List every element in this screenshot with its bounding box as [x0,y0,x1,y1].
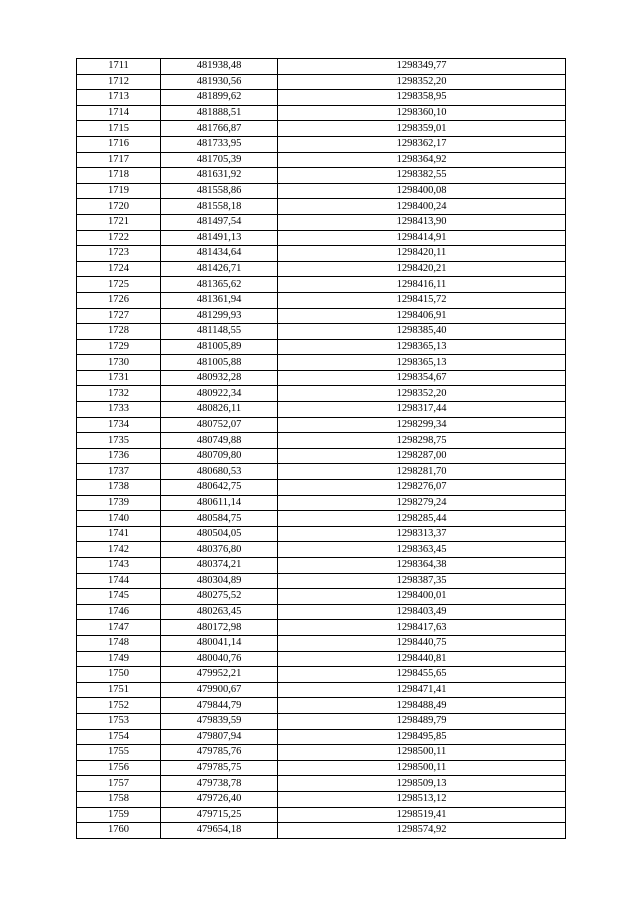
x-coordinate-cell: 479785,75 [161,760,278,776]
y-coordinate-cell: 1298299,34 [278,417,566,433]
table-row [77,261,566,277]
x-coordinate-cell: 479785,76 [161,745,278,761]
point-number-cell: 1727 [77,308,161,324]
x-coordinate-cell: 481005,89 [161,339,278,355]
x-coordinate-cell: 480584,75 [161,511,278,527]
point-number-cell: 1723 [77,246,161,262]
table-row [77,277,566,293]
y-coordinate-cell: 1298495,85 [278,729,566,745]
point-number-cell: 1717 [77,152,161,168]
table-row [77,370,566,386]
table-row [77,526,566,542]
point-number-cell: 1739 [77,495,161,511]
point-number-cell: 1744 [77,573,161,589]
x-coordinate-cell: 480040,76 [161,651,278,667]
y-coordinate-cell: 1298276,07 [278,480,566,496]
point-number-cell: 1712 [77,74,161,90]
table-row [77,168,566,184]
table-row [77,635,566,651]
x-coordinate-cell: 479900,67 [161,682,278,698]
x-coordinate-cell: 481631,92 [161,168,278,184]
point-number-cell: 1742 [77,542,161,558]
y-coordinate-cell: 1298400,01 [278,589,566,605]
y-coordinate-cell: 1298365,13 [278,339,566,355]
y-coordinate-cell: 1298513,12 [278,791,566,807]
point-number-cell: 1750 [77,667,161,683]
y-coordinate-cell: 1298415,72 [278,292,566,308]
y-coordinate-cell: 1298360,10 [278,105,566,121]
x-coordinate-cell: 481705,39 [161,152,278,168]
x-coordinate-cell: 481888,51 [161,105,278,121]
point-number-cell: 1753 [77,713,161,729]
table-row [77,713,566,729]
table-row [77,152,566,168]
x-coordinate-cell: 480374,21 [161,558,278,574]
y-coordinate-cell: 1298455,65 [278,667,566,683]
x-coordinate-cell: 481299,93 [161,308,278,324]
point-number-cell: 1740 [77,511,161,527]
x-coordinate-cell: 480680,53 [161,464,278,480]
x-coordinate-cell: 481558,18 [161,199,278,215]
table-row [77,604,566,620]
table-row [77,230,566,246]
y-coordinate-cell: 1298403,49 [278,604,566,620]
y-coordinate-cell: 1298440,81 [278,651,566,667]
point-number-cell: 1719 [77,183,161,199]
y-coordinate-cell: 1298387,35 [278,573,566,589]
point-number-cell: 1737 [77,464,161,480]
table-row [77,558,566,574]
y-coordinate-cell: 1298285,44 [278,511,566,527]
y-coordinate-cell: 1298365,13 [278,355,566,371]
x-coordinate-cell: 481365,62 [161,277,278,293]
x-coordinate-cell: 479952,21 [161,667,278,683]
x-coordinate-cell: 480642,75 [161,480,278,496]
y-coordinate-cell: 1298385,40 [278,324,566,340]
point-number-cell: 1711 [77,59,161,75]
table-row [77,90,566,106]
y-coordinate-cell: 1298519,41 [278,807,566,823]
y-coordinate-cell: 1298362,17 [278,136,566,152]
table-row [77,651,566,667]
table-row [77,59,566,75]
y-coordinate-cell: 1298349,77 [278,59,566,75]
y-coordinate-cell: 1298413,90 [278,214,566,230]
table-row [77,745,566,761]
point-number-cell: 1733 [77,402,161,418]
point-number-cell: 1736 [77,448,161,464]
point-number-cell: 1759 [77,807,161,823]
table-row [77,667,566,683]
point-number-cell: 1724 [77,261,161,277]
table-row [77,417,566,433]
x-coordinate-cell: 481930,56 [161,74,278,90]
table-row [77,823,566,839]
x-coordinate-cell: 481148,55 [161,324,278,340]
table-row [77,589,566,605]
x-coordinate-cell: 481426,71 [161,261,278,277]
point-number-cell: 1755 [77,745,161,761]
table-row [77,620,566,636]
y-coordinate-cell: 1298420,11 [278,246,566,262]
point-number-cell: 1732 [77,386,161,402]
x-coordinate-cell: 481497,54 [161,214,278,230]
x-coordinate-cell: 480752,07 [161,417,278,433]
point-number-cell: 1728 [77,324,161,340]
table-row [77,339,566,355]
y-coordinate-cell: 1298488,49 [278,698,566,714]
table-row [77,199,566,215]
table-row [77,183,566,199]
table-row [77,698,566,714]
table-row [77,495,566,511]
table-row [77,74,566,90]
table-row [77,136,566,152]
point-number-cell: 1721 [77,214,161,230]
y-coordinate-cell: 1298500,11 [278,760,566,776]
x-coordinate-cell: 480504,05 [161,526,278,542]
point-number-cell: 1743 [77,558,161,574]
point-number-cell: 1760 [77,823,161,839]
x-coordinate-cell: 481938,48 [161,59,278,75]
y-coordinate-cell: 1298364,92 [278,152,566,168]
y-coordinate-cell: 1298440,75 [278,635,566,651]
table-row [77,308,566,324]
point-number-cell: 1720 [77,199,161,215]
x-coordinate-cell: 480304,89 [161,573,278,589]
x-coordinate-cell: 481005,88 [161,355,278,371]
point-number-cell: 1754 [77,729,161,745]
point-number-cell: 1718 [77,168,161,184]
x-coordinate-cell: 480749,88 [161,433,278,449]
y-coordinate-cell: 1298416,11 [278,277,566,293]
y-coordinate-cell: 1298400,24 [278,199,566,215]
x-coordinate-cell: 481899,62 [161,90,278,106]
point-number-cell: 1713 [77,90,161,106]
y-coordinate-cell: 1298363,45 [278,542,566,558]
x-coordinate-cell: 480932,28 [161,370,278,386]
y-coordinate-cell: 1298352,20 [278,74,566,90]
point-number-cell: 1715 [77,121,161,137]
y-coordinate-cell: 1298354,67 [278,370,566,386]
table-row [77,324,566,340]
table-row [77,511,566,527]
table-row [77,760,566,776]
x-coordinate-cell: 479715,25 [161,807,278,823]
coordinates-table [76,58,566,839]
table-row [77,776,566,792]
table-row [77,480,566,496]
x-coordinate-cell: 481434,64 [161,246,278,262]
y-coordinate-cell: 1298400,08 [278,183,566,199]
x-coordinate-cell: 480826,11 [161,402,278,418]
point-number-cell: 1748 [77,635,161,651]
point-number-cell: 1731 [77,370,161,386]
point-number-cell: 1741 [77,526,161,542]
y-coordinate-cell: 1298352,20 [278,386,566,402]
y-coordinate-cell: 1298471,41 [278,682,566,698]
y-coordinate-cell: 1298281,70 [278,464,566,480]
table-row [77,214,566,230]
x-coordinate-cell: 481361,94 [161,292,278,308]
point-number-cell: 1730 [77,355,161,371]
x-coordinate-cell: 479844,79 [161,698,278,714]
y-coordinate-cell: 1298287,00 [278,448,566,464]
y-coordinate-cell: 1298500,11 [278,745,566,761]
table-row [77,807,566,823]
point-number-cell: 1746 [77,604,161,620]
x-coordinate-cell: 479807,94 [161,729,278,745]
point-number-cell: 1716 [77,136,161,152]
point-number-cell: 1725 [77,277,161,293]
point-number-cell: 1756 [77,760,161,776]
point-number-cell: 1758 [77,791,161,807]
point-number-cell: 1738 [77,480,161,496]
table-row [77,542,566,558]
x-coordinate-cell: 479654,18 [161,823,278,839]
point-number-cell: 1729 [77,339,161,355]
point-number-cell: 1734 [77,417,161,433]
point-number-cell: 1735 [77,433,161,449]
table-row [77,729,566,745]
y-coordinate-cell: 1298574,92 [278,823,566,839]
y-coordinate-cell: 1298358,95 [278,90,566,106]
y-coordinate-cell: 1298364,38 [278,558,566,574]
table-row [77,246,566,262]
y-coordinate-cell: 1298317,44 [278,402,566,418]
point-number-cell: 1747 [77,620,161,636]
y-coordinate-cell: 1298382,55 [278,168,566,184]
point-number-cell: 1749 [77,651,161,667]
point-number-cell: 1722 [77,230,161,246]
x-coordinate-cell: 480611,14 [161,495,278,511]
y-coordinate-cell: 1298489,79 [278,713,566,729]
x-coordinate-cell: 480172,98 [161,620,278,636]
y-coordinate-cell: 1298417,63 [278,620,566,636]
table-row [77,433,566,449]
x-coordinate-cell: 480263,45 [161,604,278,620]
x-coordinate-cell: 480922,34 [161,386,278,402]
x-coordinate-cell: 479726,40 [161,791,278,807]
table-row [77,386,566,402]
x-coordinate-cell: 481491,13 [161,230,278,246]
point-number-cell: 1751 [77,682,161,698]
table-row [77,105,566,121]
point-number-cell: 1745 [77,589,161,605]
table-row [77,791,566,807]
point-number-cell: 1752 [77,698,161,714]
y-coordinate-cell: 1298414,91 [278,230,566,246]
table-row [77,355,566,371]
y-coordinate-cell: 1298420,21 [278,261,566,277]
y-coordinate-cell: 1298279,24 [278,495,566,511]
x-coordinate-cell: 480709,80 [161,448,278,464]
x-coordinate-cell: 481733,95 [161,136,278,152]
point-number-cell: 1726 [77,292,161,308]
y-coordinate-cell: 1298509,13 [278,776,566,792]
x-coordinate-cell: 479738,78 [161,776,278,792]
x-coordinate-cell: 481558,86 [161,183,278,199]
y-coordinate-cell: 1298359,01 [278,121,566,137]
point-number-cell: 1757 [77,776,161,792]
table-row [77,573,566,589]
y-coordinate-cell: 1298313,37 [278,526,566,542]
x-coordinate-cell: 480376,80 [161,542,278,558]
x-coordinate-cell: 480041,14 [161,635,278,651]
y-coordinate-cell: 1298298,75 [278,433,566,449]
y-coordinate-cell: 1298406,91 [278,308,566,324]
x-coordinate-cell: 481766,87 [161,121,278,137]
table-row [77,464,566,480]
table-row [77,448,566,464]
x-coordinate-cell: 479839,59 [161,713,278,729]
table-row [77,402,566,418]
table-row [77,292,566,308]
point-number-cell: 1714 [77,105,161,121]
table-row [77,121,566,137]
coordinates-table-body [77,59,566,839]
x-coordinate-cell: 480275,52 [161,589,278,605]
table-row [77,682,566,698]
